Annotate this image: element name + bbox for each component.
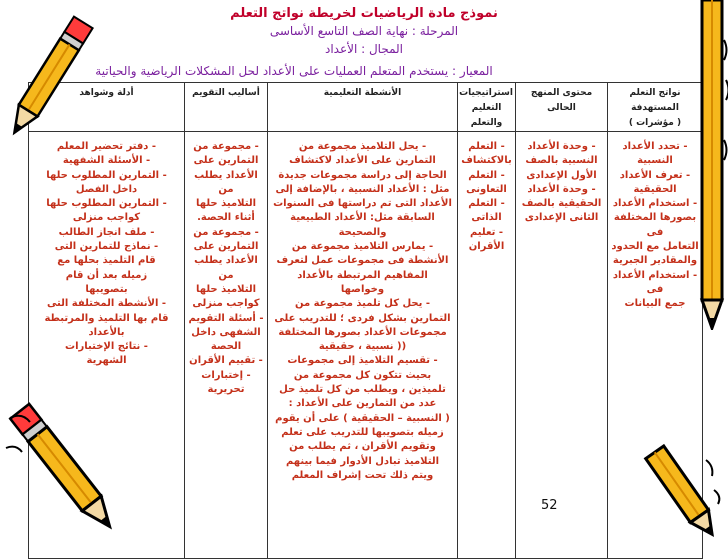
cell-strategies: - التعلم بالاكتشاف - التعلم التعاونى - التعلم الذاتى - تعليم الأقران [458,132,516,559]
criterion-line: المعيار : يستخدم المتعلم العمليات على الأعداد لحل المشكلات الرياضية والحياتية [95,64,493,78]
header-strategies: استراتيجيات التعليم والتعلم [458,83,516,132]
pencil-clipart-icon [2,2,94,152]
cell-outcomes: - تحدد الأعداد النسبية - تعرف الأعداد الحقيقية - استخدام الأعداد بصورها المختلفة فى التعامل مع الحدود والمقادير الجبرية - استخدام الأعداد فى جمع البيانات [608,132,703,559]
cell-curriculum: - وحدة الأعداد النسبية بالصف الأول الإعدادى - وحدة الأعداد الحقيقية بالصف الثانى الإعدادى [516,132,608,559]
cell-activities: - يحل التلاميذ مجموعة من التمارين على الأعداد لاكتشاف الحاجة إلى دراسة مجموعات جديدة مثل : الأعداد النسبية ، بالإضافة إلى الأعداد التى تم دراستها فى السنوات السابقة مثل: الأعداد الطبيعية والصحيحة - يمارس التلاميذ مجموعة من الأنشطة فى مجموعات عمل لتعرف المفاهيم المرتبطة بالأعداد وخواصها - يحل كل تلميذ مجموعة من التمارين بشكل فردى ؛ للتدريب على مجموعات الأعداد بصورها المختلفة (( نسبية ، حقيقية - تقسيم التلاميذ إلى مجموعات بحيث تتكون كل مجموعة من تلميذين ، ويطلب من كل تلميذ حل عدد من التمارين على الأعداد : ( النسبية – الحقيقية ) على أن يقوم زميله بتصويبها للتدريب على تعلم وتقويم الأقران ، ثم يطلب من التلاميذ تبادل الأدوار فيما بينهم ويتم ذلك تحت إشراف المعلم [268,132,458,559]
page-title: نموذج مادة الرياضيات لخريطة نواتج التعلم [230,6,498,21]
table-header-row [29,83,703,132]
header-evidence: أدلة وشواهد [29,83,185,132]
header-assessment: أساليب التقويم [185,83,268,132]
cell-assessment: - مجموعة من التمارين على الأعداد يطلب من التلاميذ حلها أثناء الحصة. - مجموعة من التمارين على الأعداد يطلب من التلاميذ حلها كواجب منزلى - أسئلة التقويم الشفهى داخل الحصة - تقييم الأقران - إختبارات تحريرية [185,132,268,559]
stage-subtitle: المرحلة : نهاية الصف التاسع الأساسى [269,24,459,38]
pencil-clipart-icon [2,388,132,546]
pencil-clipart-icon [636,440,728,546]
header-outcomes: نواتج التعلم المستهدفة ( مؤشرات ) [608,83,703,132]
domain-subtitle: المجال : الأعداد [324,42,404,56]
header-curriculum: محتوى المنهج الحالى [516,83,608,132]
pencil-clipart-icon [696,0,728,330]
header-activities: الأنشطة التعليمية [268,83,458,132]
cell-evidence: - دفتر تحضير المعلم - الأسئلة الشفهية - التمارين المطلوب حلها داخل الفصل - التمارين المطلوب حلها كواجب منزلى - ملف انجاز الطالب - نماذج للتمارين التى قام التلميذ بحلها مع زميله بعد أن قام بتصويبها - الأنشطة المختلفة التى قام بها التلميذ والمرتبطة بالأعداد - نتائج الإختبارات الشهرية [29,132,185,559]
page-number: 52 [541,498,558,513]
